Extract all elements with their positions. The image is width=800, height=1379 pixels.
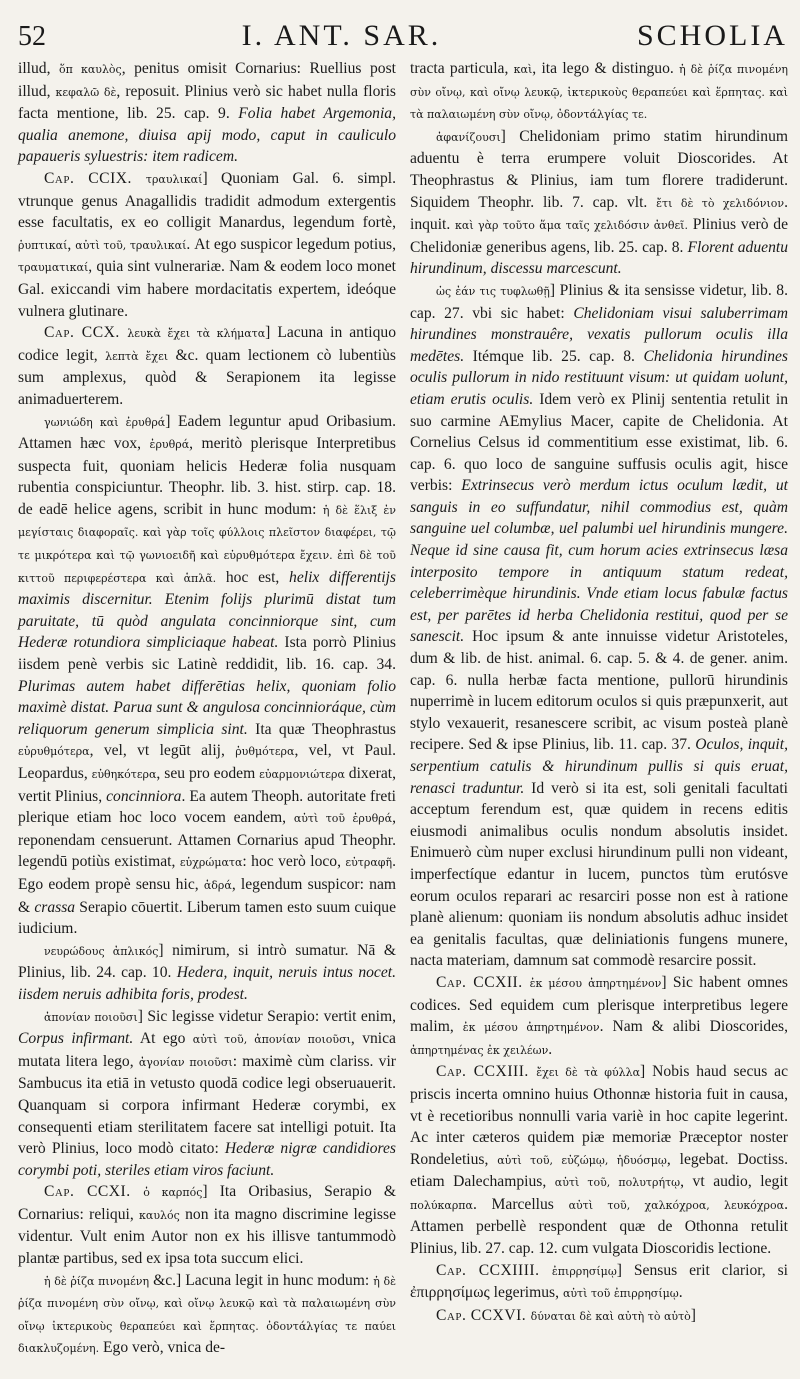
- running-title-author: I. ANT. SAR.: [241, 19, 442, 52]
- quotation-text: Chelidonia hirundines oculis pullorum in nido restituunt visum: ut quidam uolunt, etiam erutis oculis.: [410, 347, 788, 408]
- greek-lemma: ἡ δὲ ῥίζα πινομένη σὺν οἴνῳ, καὶ οἴνῳ λευκῷ καὶ τὰ παλαιωμένη σὺν οἴνῳ ἰκτερικοὺς θεραπεύει καὶ ἕρπητας. ὀδοντάλγίας τε παύει διακλυζομένη.: [18, 1274, 396, 1356]
- greek-lemma: κεφαλῶ δὲ: [55, 85, 117, 99]
- text-run: , reponendam censuerunt. Attamen Cornarius apud Theophr. legendū potiùs existimat,: [18, 809, 396, 871]
- text-run: , ita lego & distinguo.: [532, 60, 680, 77]
- greek-lemma: ἡ δὲ ῥίζα πινομένη σὺν οἴνῳ, καὶ οἴνῳ λευκῷ, ἰκτερικοὺς θεραπεύει καὶ ἕρπητας. καὶ τὰ παλαιωμένη σὺν οἴνῳ, ὀδοντάλγίας τε.: [410, 63, 788, 122]
- text-run: ] Eadem leguntur apud Oribasium. Attamen hæc vox,: [18, 412, 396, 453]
- quotation-text: Hedera, inquit, neruis intus nocet. iisdem neruis adhibita foris, prodest.: [18, 964, 396, 1003]
- text-run: &c. quam lectionem cò lubentiùs sum amplexus, quòd & Serapionem ita legisse animaduerterem.: [18, 346, 396, 408]
- greek-lemma: τραυματικαί: [18, 261, 89, 275]
- text-run: ] nimirum, si intrò sumatur. Nā & Plinius, lib. 24. cap. 10.: [18, 941, 396, 982]
- greek-lemma: αὐτὶ τοῦ, τραυλικαί: [75, 238, 187, 252]
- greek-lemma: καὶ γὰρ τοῦτο ἅμα ταῖς χελιδόσιν ἀνθεῖ.: [455, 219, 688, 233]
- quotation-text: helix differentijs maximis discernitur. Etenim folijs plurimū distat tum paruitate, tū quòd angulata concinniorque sint, cum Hederæ rotundiora simpliciaque habeat.: [18, 568, 397, 652]
- greek-lemma: ἐρυθρά: [149, 438, 190, 452]
- greek-lemma: ὅπ καυλὸς: [59, 63, 122, 76]
- greek-lemma: εὐχρώματα: [179, 856, 243, 870]
- greek-lemma: ἁδρά: [203, 878, 232, 892]
- chapter-label: Cap. CCXVI.: [436, 1306, 531, 1324]
- greek-lemma: νευρώδους ἀπλικός: [44, 944, 159, 958]
- paragraph: [410, 58, 788, 126]
- text-run: Id verò si ita est, soli genitali facultati acceptum ferendum est, quæ quidem in recens editis eiusmodi animalibus oculis nondum absolutis insidet. Enimuerò cùm nuper exclusi hirundinum pulli non videant, imperfectíque edantur in lucem, punctos tùm erutósve eorum oculos reparari ac resarciri posse non est à ratione planè alienum: quoniam iis nondum absolutis adhuc insidet ea genitalis facultas, quæ deliniationis fungens munere, nacta materiam, damnum sat commodè resarcire possit.: [410, 779, 788, 970]
- paragraph: [18, 1006, 396, 1182]
- greek-lemma: ὁ καρπός: [143, 1186, 203, 1200]
- text-run: Serapio cōuertit. Liberum tamen esto suum cuique iudicium.: [18, 898, 396, 938]
- text-run: : hoc verò loco,: [242, 853, 346, 871]
- greek-lemma: ἐκ μέσου ἀπηρτημένον: [462, 1021, 600, 1035]
- chapter-label: Cap. CCXIII.: [436, 1063, 537, 1081]
- chapter-label: Cap. CCXI.: [44, 1183, 144, 1201]
- greek-lemma: αὐτὶ τοῦ, χαλκόχροα, λευκόχροα: [568, 1198, 785, 1212]
- paragraph: [410, 972, 788, 1061]
- text-run: non ita magno discrimine legisse videntur. Vult enim Autor non ex his illisve tantummodò plantæ partibus, sed ex ipsa tota succum elici.: [18, 1205, 396, 1268]
- greek-lemma: ἀπηρτημένας ἐκ χειλέων: [410, 1043, 549, 1057]
- text-run: , seu pro eodem: [156, 765, 260, 782]
- text-run: , penitus omisit Cornarius: Ruellius post illud,: [18, 60, 396, 100]
- paragraph: [18, 1181, 396, 1269]
- text-run: , vt audio, legit: [680, 1173, 788, 1191]
- greek-lemma: εὐαρμονιώτερα: [259, 768, 345, 781]
- text-run: , reposuit. Plinius verò sic habet nulla floris facta mentione, lib. 25. cap. 9.: [18, 82, 396, 123]
- quotation-text: Florent aduentu hirundinum, discessu marcescunt.: [410, 238, 788, 278]
- greek-lemma: εὐθηκότερα: [91, 768, 157, 781]
- right-column: [410, 58, 788, 1360]
- text-run: .: [548, 1040, 553, 1058]
- text-run: ] Quoniam Gal. 6. simpl. vtrunque genus Anagallidis tradidit admodum extergentis esse facultatis, ex eo colligit Manardus, legendum fortè,: [18, 169, 396, 232]
- greek-lemma: ἐκ μέσου ἀπηρτημένον: [529, 976, 662, 990]
- text-run: ] Chelidoniam primo statim hirundinum aduentu è terra erumpere voluit Dioscorides. At Theophrastus & Plinius, iam tum florere tradiderunt. Siquidem Theophr. lib. 7. cap. vlt.: [410, 127, 788, 211]
- paragraph: [410, 1305, 788, 1328]
- left-column: [18, 58, 396, 1360]
- greek-lemma: καυλός: [139, 1208, 180, 1222]
- text-run: Idem verò ex Plinij sententia retulit in suo carmine AEmylius Macer, capite de Chelidonia. At Cornelius Celsus id commentitium esse existimat, lib. 6. cap. 6. quo loco de sanguine suffusis oculis agit, hisce verbis:: [410, 390, 788, 495]
- greek-lemma: αὐτὶ τοῦ, εὐζώμῳ, ἡδυόσμῳ: [497, 1153, 667, 1167]
- text-run: , vel, vt legūt alij,: [89, 742, 236, 760]
- paragraph: [410, 1061, 788, 1259]
- greek-lemma: ἔτι δὲ τὸ χελιδόνιον: [656, 196, 785, 210]
- text-run: ] Sic legisse videtur Serapio: vertit enim,: [137, 1007, 396, 1025]
- greek-lemma: ἀγονίαν ποιοῦσι: [138, 1055, 233, 1069]
- quotation-text: Extrinsecus verò merdum ictus oculum lædit, ut sanguis in eo suffundatur, nihil commodius est, quàm sanguine uel columbæ, uel palumbi uel hirundinis mungere. Neque id sine causa fit, cum horum acies extrinsecus læsa interposito tempore in antiquum statum redeat, celeberrimèque hirundinis. Vnde etiam locus fabulæ factus est, per parētes id herba Chelidonia restitui, quod per se sanescit.: [410, 477, 788, 646]
- greek-lemma: αὐτὶ τοῦ, ἀπονίαν ποιοῦσι: [192, 1033, 351, 1047]
- paragraph: [18, 58, 396, 168]
- text-run: At ego: [133, 1030, 193, 1048]
- greek-lemma: ῥυθμότερα: [235, 745, 295, 759]
- text-run: , quia sint vulnerariæ. Nam & eodem loco monet Gal. exiccandi vim habere mordacitatis expertem, ideóque vulnera glutinare.: [18, 258, 396, 320]
- greek-lemma: πολύκαρπα: [410, 1198, 473, 1212]
- text-run: . Nam & alibi Dioscorides,: [599, 1018, 788, 1036]
- text-run: . Ego eodem propè sensu hic,: [18, 853, 396, 893]
- greek-lemma: ἡ δὲ ἕλιξ ἐν μεγίσταις διαφοραῖς. καὶ γὰρ τοῖς φύλλοις πλεῖστον διαφέρει, τῷ τε μικρότερα καὶ τῷ γωνιοειδῆ καὶ εὐρυθμότερα ἔχειν. ἐπὶ δὲ τοῦ κιττοῦ περιφερέστερα καὶ ἁπλᾶ.: [18, 503, 396, 585]
- quotation-text: concinniora: [106, 787, 182, 805]
- text-run: ,: [67, 235, 76, 253]
- chapter-label: Cap. CCIX.: [44, 169, 146, 187]
- chapter-label: Cap. CCX.: [44, 324, 128, 342]
- text-run: dixerat, vertit Plinius,: [18, 765, 396, 805]
- text-run: Ista porrò Plinius iisdem penè verbis sic Latinè reddidit, lib. 16. cap. 34.: [18, 634, 396, 674]
- greek-lemma: αὐτὶ τοῦ ἐρυθρά: [293, 812, 393, 826]
- text-run: , vnica mutata litera lego,: [18, 1030, 396, 1070]
- text-run: . inquit.: [410, 193, 788, 234]
- greek-lemma: καὶ: [513, 63, 533, 76]
- text-columns: [18, 58, 788, 1360]
- text-run: , meritò plerisque Interpretibus suspecta fuit, quoniam helicis Hederæ folia nusquam rubentia conspiciuntur. Theophr. lib. 3. hist. stirp. cap. 18. de eadē helice agens, scribit in hunc modum:: [18, 435, 396, 518]
- greek-lemma: ἔχει δὲ τὰ φύλλα: [536, 1066, 641, 1080]
- text-run: ] Nobis haud secus ac priscis incerta omnino huius Othonnæ historia fuit in causa, vt è recetioribus nonnulli varia variè in hoc capite legerint. Ac inter cæteros quidem piæ memoriæ Præceptor noster Rondeletius,: [410, 1063, 788, 1168]
- greek-lemma: ἀφανίζουσι: [436, 130, 501, 144]
- text-run: ] Ita Oribasius, Serapio & Cornarius: reliqui,: [18, 1183, 397, 1223]
- quotation-text: Oculos, inquit, serpentium catulis & hirundinum pullis si quis eruat, renasci traduntur.: [410, 736, 788, 797]
- text-run: illud,: [18, 60, 59, 77]
- page-header: [18, 14, 788, 58]
- text-run: Ita quæ Theophrastus: [247, 720, 396, 738]
- text-run: hoc est,: [216, 568, 290, 586]
- greek-lemma: δύναται δὲ καὶ αὐτὴ τὸ αὐτὸ: [530, 1309, 691, 1323]
- text-run: , legendum suspicor: nam &: [18, 875, 396, 916]
- paragraph: [18, 322, 396, 410]
- quotation-text: Folia habet Argemonia, qualia anemone, diuisa apij modo, caput in cauliculo papaueris syluestris: item radicem.: [18, 105, 396, 166]
- text-run: : maximè cùm clariss. vir Sambucus ita etiā in vetusto quodā codice legi obseruauerit. Quanquam si corpora infirmant Hederæ corymbi, ex consequenti etiam sterilitatem facere sat intelligi potuit. Ita verò Plinius, loco modò citato:: [18, 1052, 396, 1158]
- greek-lemma: ῥυπτικαί: [18, 238, 68, 252]
- quotation-text: Corpus infirmant.: [18, 1030, 134, 1048]
- text-run: Ego verò, vnica de-: [99, 1339, 226, 1357]
- text-run: &c.] Lacuna legit in hunc modum:: [149, 1271, 374, 1289]
- running-title-section: SCHOLIA: [636, 19, 788, 52]
- quotation-text: Plurimas autem habet differētias helix, quoniam folio maximè distat. Parua sunt & angulosa concinnioráque, cùm reliquorum generum simplicia sint.: [18, 677, 396, 738]
- greek-lemma: γωνιώδη καὶ ἐρυθρά: [44, 415, 166, 429]
- greek-lemma: τραυλικαί: [145, 172, 203, 186]
- quotation-text: Hederæ nigræ candidiores corymbi poti, steriles etiam viros faciunt.: [18, 1140, 396, 1179]
- greek-lemma: ὡς ἐάν τις τυφλωθῇ: [436, 284, 550, 298]
- chapter-label: Cap. CCXII.: [436, 973, 530, 991]
- text-run: tracta particula,: [410, 60, 514, 77]
- text-run: Plinius verò de Chelidoniæ generibus agens, lib. 25. cap. 8.: [410, 216, 788, 256]
- greek-lemma: ἀπονίαν ποιοῦσι: [44, 1010, 138, 1024]
- greek-lemma: αὐτὶ τοῦ, πολυτρήτῳ: [554, 1176, 681, 1190]
- greek-lemma: αὐτὶ τοῦ ἐπιρρησίμῳ: [562, 1287, 679, 1301]
- paragraph: [18, 168, 396, 322]
- chapter-label: Cap. CCXIIII.: [436, 1261, 552, 1279]
- greek-lemma: ἡ δὲ ῥίζα πινομένη: [44, 1274, 150, 1288]
- greek-lemma: εὐρυθμότερα: [18, 745, 90, 759]
- text-run: . At ego suspicor legedum potius,: [186, 235, 396, 253]
- text-run: , vel, vt Paul. Leopardus,: [18, 742, 396, 782]
- paragraph: [410, 280, 788, 972]
- paragraph: [18, 411, 396, 940]
- text-run: . Attamen perbellè respondent quæ de Othonna retulit Plinius, lib. 27. cap. 12. cum vulgata Dioscoridis lectione.: [410, 1195, 788, 1258]
- greek-lemma: λεπτὰ ἔχει: [105, 349, 169, 363]
- text-run: ] Lacuna in antiquo codice legit,: [18, 324, 396, 364]
- paragraph: [410, 126, 788, 280]
- text-run: Hoc ipsum & ante innuisse videtur Aristoteles, dum & lib. de hist. animal. 6. cap. 5. & 4. de gener. anim. cap. 6. nulla herbæ facta mentione, pullorū hirundinis nuperrimè in lucem editorum oculos si quis præpunxerit, aut stylo vexauerit, resanescere scribit, ac visum posteà planè recipere. Sed & ipse Plinius, lib. 11. cap. 37.: [410, 628, 788, 754]
- text-run: .: [678, 1284, 683, 1302]
- text-run: ] Sic habent omnes codices. Sed equidem cum plerisque interpretibus legere malim,: [410, 973, 788, 1036]
- page-number: 52: [18, 21, 46, 52]
- text-run: ]: [690, 1306, 696, 1324]
- text-run: Itémque lib. 25. cap. 8.: [464, 347, 644, 365]
- text-run: ] Sensus erit clarior, si ἐπιρρησίμως legerimus,: [410, 1261, 788, 1302]
- text-run: , legebat. Doctiss. etiam Dalechampius,: [410, 1150, 789, 1191]
- paragraph: [410, 1260, 788, 1305]
- text-run: . Marcellus: [472, 1195, 569, 1213]
- text-run: . Ea autem Theoph. autoritate freti plerique etiam hoc loco vocem eandem,: [18, 787, 396, 827]
- paragraph: [18, 940, 396, 1006]
- greek-lemma: ἐπιρρησίμῳ: [551, 1264, 617, 1278]
- greek-lemma: εὐτραφῆ: [345, 856, 393, 870]
- quotation-text: Chelidoniam visui saluberrimam hirundines monstrauêre, vexatis pullorum oculis illa medētes.: [410, 304, 788, 365]
- text-run: ] Plinius & ita sensisse videtur, lib. 8. cap. 27. vbi sic habet:: [410, 281, 789, 322]
- quotation-text: crassa: [34, 898, 76, 916]
- greek-lemma: λευκὰ ἔχει τὰ κλήματα: [127, 327, 266, 341]
- paragraph: [18, 1270, 396, 1360]
